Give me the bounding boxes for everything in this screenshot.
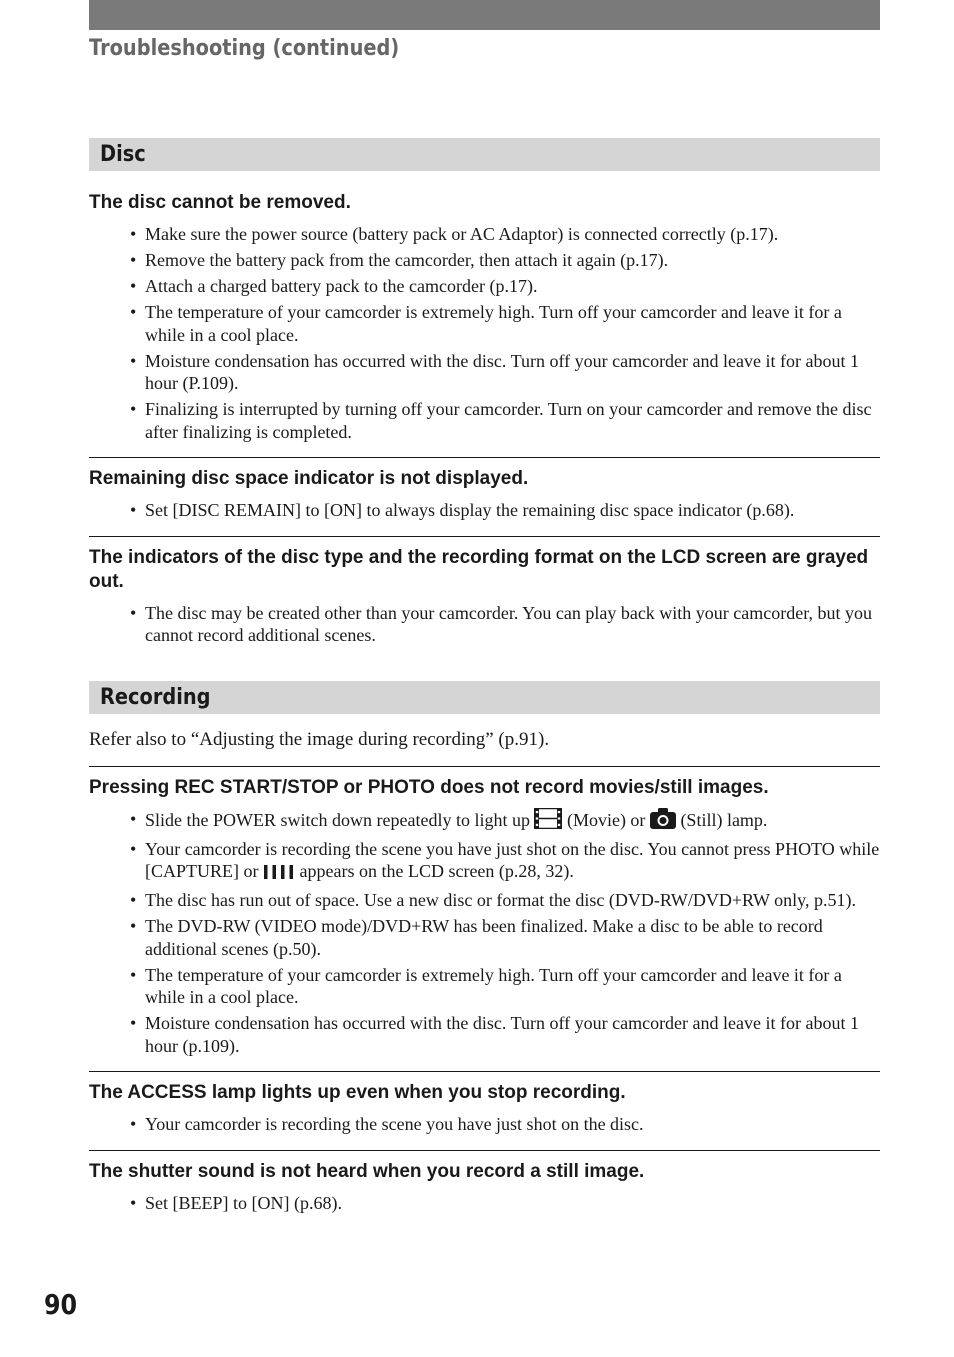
- section-title: Disc: [100, 142, 146, 167]
- bullet-item: • Set [DISC REMAIN] to [ON] to always display the remaining disc space indicator (p.68).: [130, 499, 880, 522]
- trouble-block-shutter-sound: [89, 1150, 880, 1215]
- trouble-heading: The indicators of the disc type and the recording format on the LCD screen are grayed out.: [89, 546, 869, 592]
- bullet-item: • Remove the battery pack from the camcorder, then attach it again (p.17).: [130, 249, 880, 272]
- top-decorative-bar: [89, 0, 880, 30]
- bullet-item: • The disc may be created other than your camcorder. You can play back with your camcorder, but you cannot record additional scenes.: [130, 602, 880, 647]
- bullet-item: [130, 808, 880, 835]
- running-header: Troubleshooting (continued): [89, 36, 400, 61]
- page-content: [89, 138, 880, 1218]
- section-header-disc: [89, 138, 880, 171]
- bullet-list: [89, 1113, 880, 1136]
- bullet-list: [89, 808, 880, 1058]
- trouble-block-remaining-space: [89, 457, 880, 522]
- trouble-heading: Pressing REC START/STOP or PHOTO does not record movies/still images.: [89, 776, 769, 798]
- trouble-heading: The ACCESS lamp lights up even when you stop recording.: [89, 1082, 626, 1103]
- trouble-block-access-lamp: [89, 1071, 880, 1136]
- trouble-heading: The shutter sound is not heard when you record a still image.: [89, 1160, 645, 1182]
- trouble-block-disc-removal: [89, 191, 880, 443]
- bullet-item: • The disc has run out of space. Use a new disc or format the disc (DVD-RW/DVD+RW only, p.51).: [130, 889, 880, 912]
- section-header-recording: [89, 681, 880, 714]
- bullet-list: [89, 499, 880, 522]
- bullet-item: [130, 838, 880, 886]
- section-disc: [89, 138, 880, 647]
- bullet-text: (Movie) or: [566, 809, 646, 830]
- page-number: 90: [44, 1288, 78, 1321]
- camera-icon: [650, 808, 676, 835]
- trouble-heading: The disc cannot be removed.: [89, 192, 351, 213]
- bullet-item: • Your camcorder is recording the scene you have just shot on the disc.: [130, 1113, 880, 1136]
- bullet-item: • The temperature of your camcorder is extremely high. Turn off your camcorder and leave it for a while in a cool place.: [130, 964, 880, 1009]
- bullet-item: • Make sure the power source (battery pack or AC Adaptor) is connected correctly (p.17).: [130, 223, 880, 246]
- bars-icon: [263, 863, 295, 886]
- bullet-text: Your camcorder is recording the scene you have just shot on the disc. You cannot press PHOTO while [CAPTURE] or: [145, 838, 880, 881]
- bullet-item: • The DVD-RW (VIDEO mode)/DVD+RW has been finalized. Make a disc to be able to record additional scenes (p.50).: [130, 915, 880, 960]
- bullet-text: Slide the POWER switch down repeatedly to light up: [145, 809, 530, 830]
- bullet-list: [89, 602, 880, 647]
- trouble-block-grayed-indicators: [89, 536, 880, 647]
- trouble-block-no-record: [89, 766, 880, 1058]
- bullet-text: (Still) lamp.: [680, 809, 768, 830]
- section-title: Recording: [100, 684, 211, 710]
- bullet-item: • Moisture condensation has occurred with the disc. Turn off your camcorder and leave it for about 1 hour (p.109).: [130, 1012, 880, 1057]
- bullet-list: [89, 1192, 880, 1215]
- section-note: Refer also to “Adjusting the image during recording” (p.91).: [89, 728, 550, 750]
- bullet-item: • Finalizing is interrupted by turning off your camcorder. Turn on your camcorder and remove the disc after finalizing is completed.: [130, 398, 880, 443]
- bullet-item: • Attach a charged battery pack to the camcorder (p.17).: [130, 275, 880, 298]
- section-recording: [89, 681, 880, 1215]
- bullet-item: • Set [BEEP] to [ON] (p.68).: [130, 1192, 880, 1215]
- bullet-list: [89, 223, 880, 443]
- movie-icon: [534, 808, 562, 835]
- trouble-heading: Remaining disc space indicator is not displayed.: [89, 468, 529, 489]
- bullet-text: appears on the LCD screen (p.28, 32).: [299, 861, 574, 881]
- bullet-item: • Moisture condensation has occurred with the disc. Turn off your camcorder and leave it for about 1 hour (P.109).: [130, 350, 880, 395]
- bullet-item: • The temperature of your camcorder is extremely high. Turn off your camcorder and leave it for a while in a cool place.: [130, 301, 880, 346]
